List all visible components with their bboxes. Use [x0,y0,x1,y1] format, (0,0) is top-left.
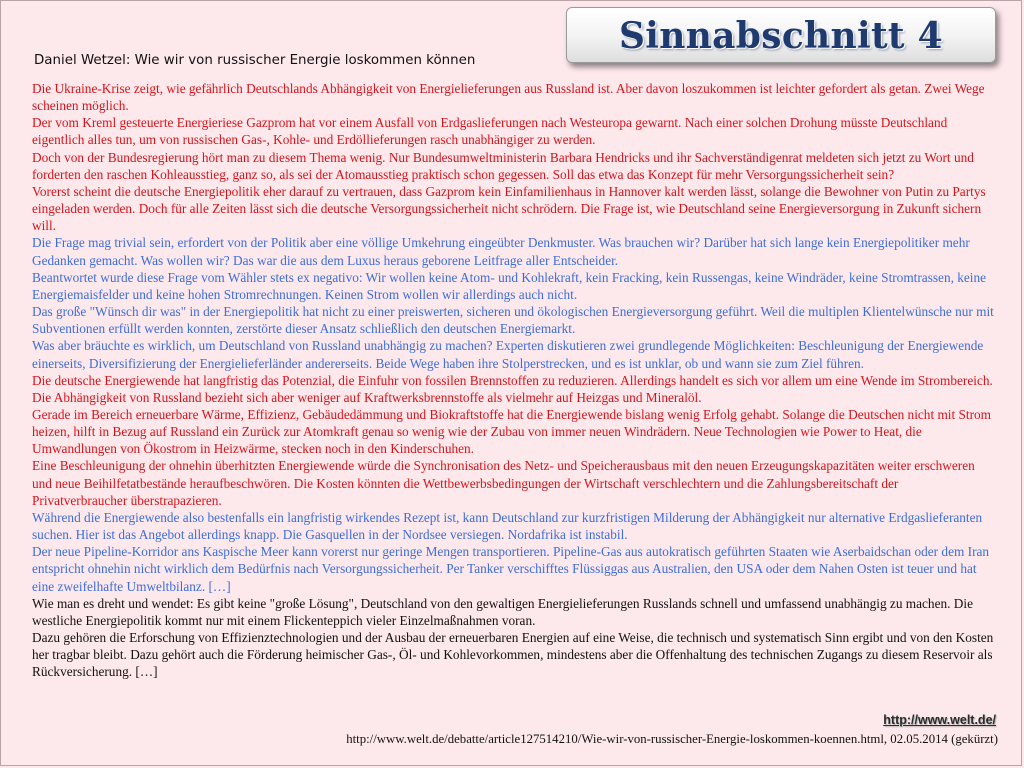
article-paragraph: Der vom Kreml gesteuerte Energieriese Gazprom hat vor einem Ausfall von Erdgaslieferungen nach Westeuropa gewarnt. Nach einer solchen Drohung müsste Deutschland eigentlich alles tun, um von russischen Gas-, Kohle- und Erdöllieferungen rasch unabhängiger zu werden. [32,115,948,148]
article-paragraph: Gerade im Bereich erneuerbare Wärme, Effizienz, Gebäudedämmung und Biokraftstoffe hat die Energiewende bislang wenig Erfolg gehabt. Solange die Deutschen nicht mit Strom heizen, hilft in Bezug auf Russland ein Zurück zur Atomkraft genau so wenig wie der Zubau von immer neuen Windrädern. Neue Technologien wie Power to Heat, die Umwandlungen von Ökostrom in Heizwärme, stecken noch in den Kinderschuhen. [32,406,992,457]
title-banner [566,7,996,63]
article-paragraph: Das große "Wünsch dir was" in der Energiepolitik hat nicht zu einer preiswerten, sicheren und ökologischen Energieversorgung geführt. Weil die multiplen Klientelwünsche nur mit Subventionen erfüllt werden konnten, zerstörte dieser Ansatz schließlich den deutschen Energiemarkt. [32,304,994,337]
article-paragraph: Während die Energiewende also bestenfalls ein langfristig wirkendes Rezept ist, kann Deutschland zur kurzfristigen Milderung der Abhängigkeit nur alternative Erdgaslieferanten suchen. Hier ist das Angebot allerdings knapp. Die Gasquellen in der Nordsee versiegen. Nordafrika ist instabil. [32,509,983,543]
article-paragraph: Was aber bräuchte es wirklich, um Deutschland von Russland unabhängig zu machen? Experten diskutieren zwei grundlegende Möglichkeiten: Beschleunigung der Energiewende einerseits, Diversifizierung der Energielieferländer andererseits. Beide Wege haben ihre Stolperstrecken, und es ist unklar, ob und wann sie zum Ziel führen. [32,338,984,371]
article-paragraph: Die Ukraine-Krise zeigt, wie gefährlich Deutschlands Abhängigkeit von Energielieferungen aus Russland ist. Aber davon loszukommen ist leichter gefordert als getan. Zwei Wege scheinen möglich. [32,81,985,114]
article-subtitle: Daniel Wetzel: Wie wir von russischer Energie loskommen können [34,53,476,68]
article-paragraph: Vorerst scheint die deutsche Energiepolitik eher darauf zu vertrauen, dass Gazprom kein Einfamilienhaus in Hannover kalt werden lässt, solange die Bewohner von Putin zu Partys eingeladen werden. Doch für alle Zeiten lässt sich die deutsche Versorgungssicherheit nicht schrödern. Die Frage ist, wie Deutschland seine Energieversorgung in Zukunft sichern will. [32,183,986,234]
welt-home-link[interactable]: http://www.welt.de/ [883,713,996,727]
article-paragraph: Die Frage mag trivial sein, erfordert von der Politik aber eine völlige Umkehrung eingeübter Denkmuster. Was brauchen wir? Darüber hat sich lange kein Energiepolitiker mehr Gedanken gemacht. Was wollen wir? Das war die aus dem Luxus heraus geborene Leitfrage aller Entscheider. [32,235,970,268]
article-paragraph: Beantwortet wurde diese Frage vom Wähler stets ex negativo: Wir wollen keine Atom- und Kohlekraft, kein Fracking, kein Russengas, keine Windräder, keine Stromtrassen, keine Energiemaisfelder und keine hohen Stromrechnungen. Keinen Strom wollen wir allerdings auch nicht. [32,269,987,302]
article-paragraph: Der neue Pipeline-Korridor ans Kaspische Meer kann vorerst nur geringe Mengen transportieren. Pipeline-Gas aus autokratisch geführten Staaten wie Aserbaidschan oder dem Iran entspricht ohnehin nicht wirklich dem Bedürfnis nach Versorgungssicherheit. Per Tanker verschifftes Flüssiggas aus Australien, den USA oder dem Nahen Osten ist teuer und hat eine zweifelhafte Umweltbilanz. […] [32,544,990,594]
article-paragraph: Wie man es dreht und wendet: Es gibt keine "große Lösung", Deutschland von den gewaltigen Energielieferungen Russlands schnell und umfassend unabhängig zu machen. Die westliche Energiepolitik kommt nur mit einem Flickenteppich vieler Einzelmaßnahmen voran. [32,595,973,628]
article-paragraph: Doch von der Bundesregierung hört man zu diesem Thema wenig. Nur Bundesumweltministerin Barbara Hendricks und ihr Sachverständigenrat meldeten sich jetzt zu Wort und forderten den raschen Kohleausstieg, ganz so, als sei der Atomausstieg praktisch schon gegessen. Soll das etwa das Konzept für mehr Versorgungssicherheit sein? [32,149,974,182]
article-paragraph: Dazu gehören die Erforschung von Effizienztechnologien und der Ausbau der erneuerbaren Energien auf eine Weise, die technisch und systematisch Sinn ergibt und von den Kosten her tragbar bleibt. Dazu gehört auch die Förderung heimischer Gas-, Öl- und Kohlevorkommen, mindestens aber die Offenhaltung des technischen Zugangs zu diesem Reservoir als Rückversicherung. […] [32,630,994,680]
article-paragraph: Eine Beschleunigung der ohnehin überhitzten Energiewende würde die Synchronisation des Netz- und Speicherausbaus mit den neuen Erzeugungskapazitäten weiter erschweren und neue Beihilfetatbestände heraufbeschwören. Die Kosten könnten die Wettbewerbsbedingungen der Wirtschaft verschlechtern und die Zahlungsbereitschaft der Privatverbraucher überstrapazieren. [32,458,975,508]
article-body [32,80,994,680]
source-citation[interactable]: http://www.welt.de/debatte/article127514210/Wie-wir-von-russischer-Energie-loskommen-koennen.html, 02.05.2014 (gekürzt) [346,732,998,746]
article-paragraph: Die deutsche Energiewende hat langfristig das Potenzial, die Einfuhr von fossilen Brennstoffen zu reduzieren. Allerdings handelt es sich vor allem um eine Wende im Strombereich. Die Abhängigkeit von Russland bezieht sich aber weniger auf Kraftwerksbrennstoffe als vielmehr auf Heizgas und Mineralöl. [32,372,993,405]
slide-title: Sinnabschnitt 4 [618,15,944,57]
